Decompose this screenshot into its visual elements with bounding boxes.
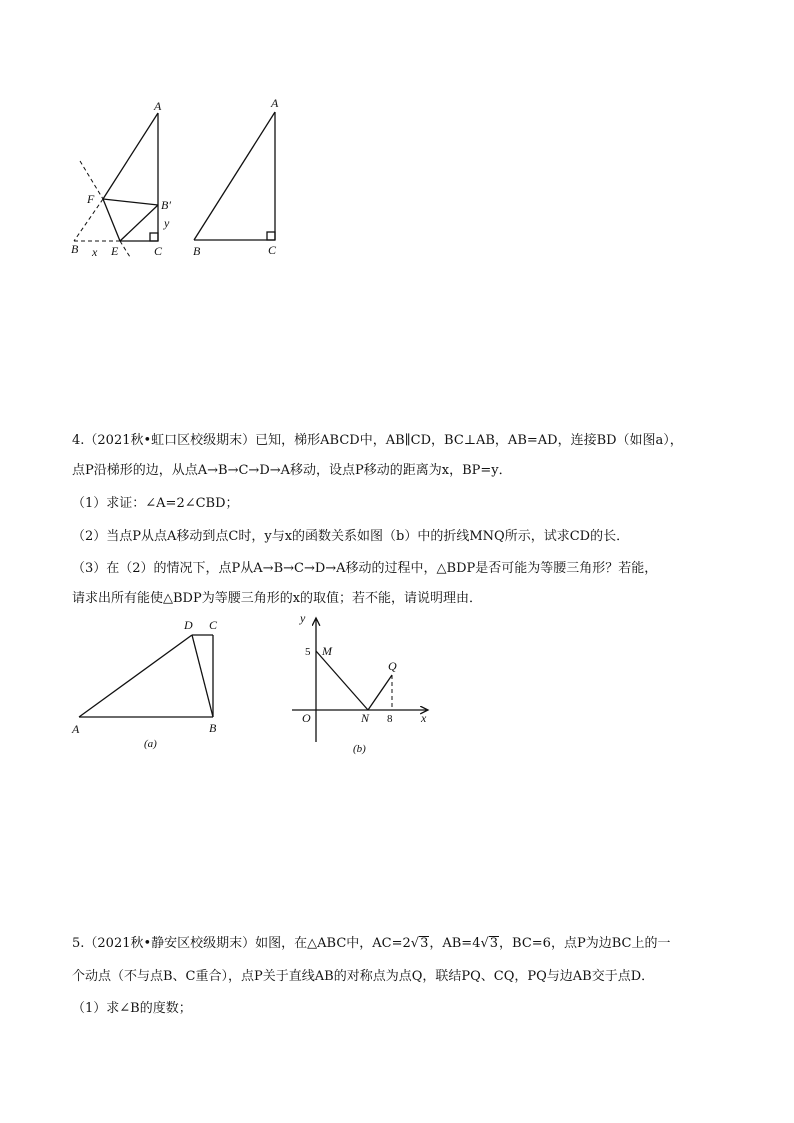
figure-right-triangle (185, 92, 295, 262)
question-5-line-2: 个动点（不与点B、C重合），点P关于直线AB的对称点为点Q，联结PQ、CQ，PQ与边AB交于点D． (72, 969, 655, 984)
segment-fe (103, 199, 120, 241)
label-c: C (268, 243, 277, 257)
label-a: A (72, 722, 80, 736)
label-b-prime: B′ (161, 198, 171, 212)
question-4-line-4: （2）当点P从点A移动到点C时，y与x的函数关系如图（b）中的折线MNQ所示，试求CD的长． (72, 529, 630, 544)
dashed-fold-lower (120, 241, 130, 257)
question-4-line-3: （1）求证：∠A=2∠CBD； (72, 496, 239, 511)
q5-radicand-1: 3 (420, 936, 429, 951)
q5-text-part-2: ，AB=4 (429, 936, 481, 951)
q5-text-part-1: 5.（2021秋•静安区校级期末）如图，在△ABC中，AC=2 (72, 936, 411, 951)
question-4-line-6: 请求出所有能使△BDP为等腰三角形的x的取值；若不能，请说明理由． (72, 591, 483, 606)
segment-ad (79, 635, 192, 717)
figure-fold-triangle (60, 95, 180, 265)
question-5-line-1 (72, 935, 732, 953)
label-a: A (271, 96, 279, 110)
figure-trapezoid-a (68, 615, 228, 755)
label-y-axis: y (300, 611, 306, 625)
question-4-line-2: 点P沿梯形的边，从点A→B→C→D→A移动，设点P移动的距离为x，BP=y． (72, 463, 512, 478)
caption-b: (b) (353, 743, 366, 755)
segment-ebp (120, 205, 158, 241)
label-c: C (209, 618, 218, 632)
label-b: B (209, 721, 217, 735)
segment-nq (368, 675, 392, 710)
segment-mn (316, 651, 368, 710)
question-4-line-5: （3）在（2）的情况下，点P从A→B→C→D→A移动的过程中，△BDP是否可能为等腰三角形？若能， (72, 561, 658, 576)
caption-a: (a) (144, 738, 157, 750)
q5-radicand-2: 3 (489, 936, 499, 951)
segment-ab (194, 112, 275, 240)
label-x: x (92, 245, 98, 259)
sqrt-symbol: √ (480, 936, 489, 951)
label-x-axis: x (421, 711, 427, 725)
right-angle-mark (150, 233, 158, 241)
q5-text-part-3: ，BC=6，点P为边BC上的一 (499, 936, 671, 951)
label-c: C (154, 244, 163, 258)
label-q: Q (388, 659, 397, 673)
tick-8: 8 (387, 713, 393, 725)
segment-db (192, 635, 213, 717)
segment-af (103, 113, 158, 199)
label-b: B (71, 242, 79, 256)
question-5-line-3: （1）求∠B的度数； (72, 1001, 192, 1016)
right-angle-mark (267, 232, 275, 240)
segment-fbp (103, 199, 158, 205)
label-m: M (322, 644, 332, 658)
tick-5: 5 (305, 646, 311, 658)
label-a: A (154, 99, 162, 113)
label-y: y (164, 216, 170, 230)
label-o: O (302, 711, 311, 725)
label-d: D (184, 618, 193, 632)
question-4-line-1: 4.（2021秋•虹口区校级期末）已知，梯形ABCD中，AB∥CD，BC⊥AB，AB=AD，连接BD（如图a）， (72, 433, 683, 448)
label-e: E (111, 244, 119, 258)
sqrt-symbol: √ (410, 936, 420, 951)
label-n: N (361, 711, 370, 725)
label-b: B (193, 244, 201, 258)
label-f: F (87, 192, 95, 206)
figure-graph-b (288, 612, 438, 762)
